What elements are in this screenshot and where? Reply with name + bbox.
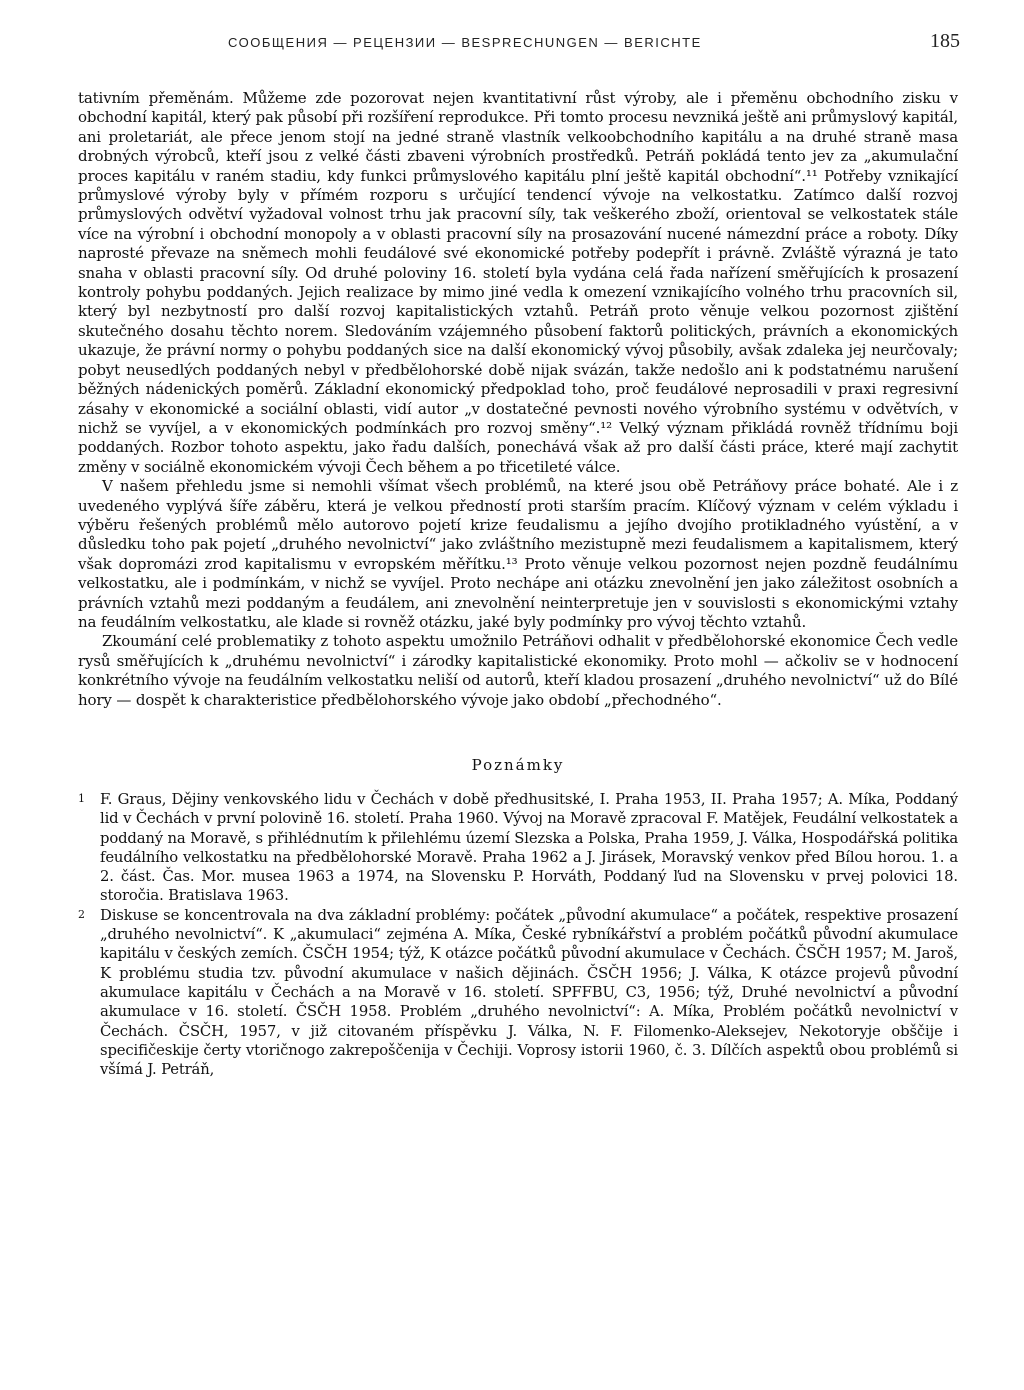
footnote-number: 1	[78, 792, 85, 805]
footnote-text: F. Graus, Dějiny venkovského lidu v Čechách v době předhusitské, I. Praha 1953, II. Praha 1957; A. Míka, Poddaný lid v Čechách v první polovině 16. století. Praha 1960. Vývoj na Moravě zpracoval F. Matějek, Feudální velkostatek a poddaný na Moravě, s přihlédnutím k přilehlému území Slezska a Polska, Praha 1959, J. Válka, Hospodářská politika feudálního velkostatku na předbělohorské Moravě. Praha 1962 a J. Jirásek, Moravský venkov před Bílou horou. 1. a 2. část. Čas. Mor. musea 1963 a 1974, na Slovensku P. Horváth, Poddaný ľud na Slovensku v prvej polovici 18. storočia. Bratislava 1963.	[100, 791, 958, 905]
paragraph: Zkoumání celé problematiky z tohoto aspektu umožnilo Petráňovi odhalit v předbělohorské ekonomice Čech vedle rysů směřujících k „druhému nevolnictví“ i zárodky kapitalistické ekonomiky. Proto mohl — ačkoliv se v hodnocení konkrétního vývoje na feudálním velkostatku neliší od autorů, kteří kladou prosazení „druhého nevolnictví“ už do Bílé hory — dospět k charakteristice předbělohorského vývoje jako období „přechodného“.	[78, 632, 958, 709]
footnote-number: 2	[78, 907, 85, 921]
notes-heading: Poznámky	[471, 756, 565, 774]
running-head	[228, 30, 958, 53]
paragraph: tativním přeměnám. Můžeme zde pozorovat nejen kvantitativní růst výroby, ale i přeměnu obchodního zisku v obchodní kapitál, který pak působí při rozšíření reprodukce. Při tomto procesu nevzniká ještě ani průmyslový kapitál, ani proletariát, ale přece jenom stojí na jedné straně vlastník velkoobchodního kapitálu a na druhé straně masa drobných výrobců, kteří jsou z velké části zbaveni výrobních prostředků. Petráň pokládá tento jev za „akumulační proces kapitálu v raném stadiu, kdy funkci průmyslového kapitálu plní ještě kapitál obchodní“.¹¹ Potřeby vznikající průmyslové výroby byly v přímém rozporu s určující tendencí vývoje na velkostatku. Zatímco další rozvoj průmyslových odvětví vyžadoval volnost trhu jak pracovní síly, tak veškerého zboží, orientoval se velkostatek stále více na výrobní i obchodní monopoly a v oblasti pracovní síly na prosazování nucené námezdní práce a roboty. Díky naprosté převaze na sněmech mohli feudálové své ekonomické potřeby podepřít i právně. Zvláště výrazná je tato snaha v oblasti pracovní síly. Od druhé poloviny 16. století byla vydána celá řada nařízení směřujících k prosazení kontroly pohybu poddaných. Jejich realizace by mimo jiné vedla k omezení vznikajícího volného trhu pracovních sil, který byl nezbytností pro další rozvoj kapitalistických vztahů. Petráň proto věnuje velkou pozornost zjištění skutečného dosahu těchto norem. Sledováním vzájemného působení faktorů politických, právních a ekonomických ukazuje, že právní normy o pohybu poddaných sice na další ekonomický vývoj působily, avšak zdaleka jej neurčovaly; pobyt neusedlých poddaných nebyl v předbělohorské době nijak svázán, takže nedošlo ani k podstatnému narušení běžných nádenických poměrů. Základní ekonomický předpoklad toho, proč feudálové neprosadili v praxi regresivní zásahy v ekonomické a sociální oblasti, vidí autor „v dostatečné pevnosti nového výrobního systému v odvětvích, v nichž se vyvíjel, a v ekonomických podmínkách pro rozvoj směny“.¹² Velký význam přikládá rovněž třídnímu boji poddaných. Rozbor tohoto aspektu, jako řadu dalších, ponechává však až pro další části práce, které mají zachytit změny v sociálně ekonomickém vývoji Čech během a po třicetileté válce.	[78, 89, 958, 476]
footnote	[78, 790, 958, 906]
running-title: СООБЩЕНИЯ — РЕЦЕНЗИИ — BESPRECHUNGEN — BERICHTE	[228, 35, 702, 50]
page-number: 185	[930, 30, 960, 52]
notes-list	[78, 790, 958, 1079]
footnote	[78, 906, 958, 1080]
body-text	[78, 89, 958, 710]
paragraph: V našem přehledu jsme si nemohli všímat všech problémů, na které jsou obě Petráňovy práce bohaté. Ale i z uvedeného vyplývá šíře záběru, která je velkou předností proti starším pracím. Klíčový význam v celém výkladu i výběru řešených problémů mělo autorovo pojetí krize feudalismu a jejího dvojího protikladného vyústění, a v důsledku toho pak pojetí „druhého nevolnictví“ jako zvláštního mezistupně mezi feudalismem a kapitalismem, který však dopromázi zrod kapitalismu v evropském měřítku.¹³ Proto věnuje velkou pozornost nejen pozdně feudálnímu velkostatku, ale i podmínkám, v nichž se vyvíjel. Proto nechápe ani otázku znevolnění jen jako záležitost osobních a právních vztahů mezi poddaným a feudálem, ani znevolnění neinterpretuje jen v souvislosti s ekonomickými vztahy na feudálním velkostatku, ale klade si rovněž otázku, jaké byly podmínky pro vývoj těchto vztahů.	[78, 477, 958, 631]
footnote-text: Diskuse se koncentrovala na dva základní problémy: počátek „původní akumulace“ a počátek, respektive prosazení „druhého nevolnictví“. K „akumulaci“ zejména A. Míka, České rybníkářství a problém počátků původní akumulace kapitálu v českých zemích. ČSČH 1954; týž, K otázce počátků původní akumulace v Čechách. ČSČH 1957; M. Jaroš, K problému studia tzv. původní akumulace v našich dějinách. ČSČH 1956; J. Válka, K otázce projevů původní akumulace kapitálu v Čechách a na Moravě v 16. století. SPFFBU, C3, 1956; týž, Druhé nevolnictví a původní akumulace v 16. století. ČSČH 1958. Problém „druhého nevolnictví“: A. Míka, Problém počátků nevolnictví v Čechách. ČSČH, 1957, v již citovaném příspěvku J. Válka, N. F. Filomenko-Aleksejev, Nekotoryje obščije i specifičeskije čerty vtoričnogo zakrepoščenija v Čechiji. Voprosy istorii 1960, č. 3. Dílčích aspektů obou problémů si všímá J. Petráň,	[100, 906, 958, 1079]
